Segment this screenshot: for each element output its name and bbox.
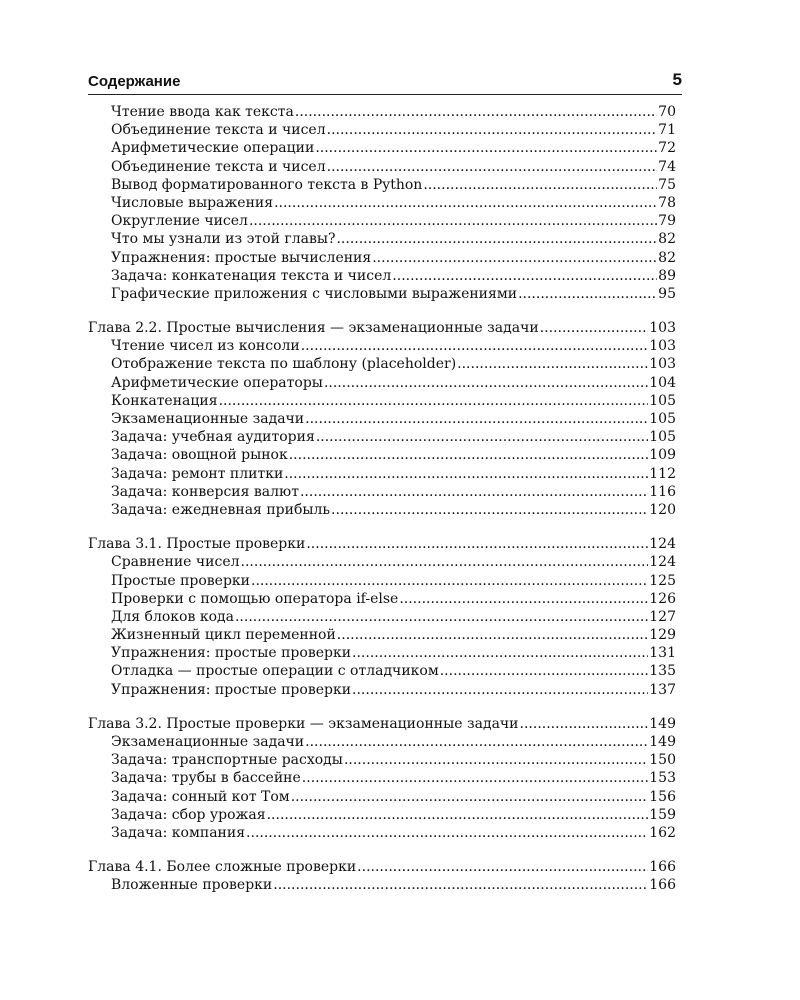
toc-entry[interactable] [88,103,676,121]
entry-title: Арифметические операции [111,140,315,157]
entry-page-number: 159 [649,806,676,823]
toc-entry[interactable] [88,483,676,501]
dot-leader [423,176,657,194]
entry-page-number: 166 [649,859,676,876]
entry-page-number: 74 [658,158,676,175]
dot-leader [305,410,648,428]
dot-leader [327,121,658,139]
toc-entry[interactable] [88,806,676,824]
entry-page-number: 104 [649,374,676,391]
header-page-number: 5 [672,70,682,89]
dot-leader [300,483,648,501]
dot-leader [315,139,657,157]
entry-title: Задача: овощной рынок [111,447,288,464]
entry-page-number: 116 [649,483,676,500]
toc-entry[interactable] [88,121,676,139]
entry-page-number: 125 [649,572,676,589]
dot-leader [336,230,657,248]
entry-title: Объединение текста и чисел [111,122,326,139]
entry-page-number: 149 [649,715,676,732]
entry-page-number: 126 [649,590,676,607]
dot-leader [337,626,648,644]
entry-title: Задача: ежедневная прибыль [111,501,331,518]
entry-page-number: 71 [658,122,676,139]
entry-page-number: 124 [649,554,676,571]
toc-section [88,103,676,303]
dot-leader [540,319,649,337]
toc-entry[interactable] [88,465,676,483]
toc-entry[interactable] [88,285,676,303]
entry-page-number: 103 [649,320,676,337]
entry-title: Экзаменационные задачи [111,411,305,427]
toc-entry[interactable] [88,410,676,428]
entry-title: Задача: ремонт плитки [111,465,284,482]
entry-page-number: 75 [658,176,676,193]
dot-leader [302,769,648,787]
entry-title: Задача: компания [111,824,246,841]
toc-entry[interactable] [88,876,676,894]
dot-leader [520,715,649,733]
dot-leader [327,158,658,176]
entry-page-number: 129 [649,627,676,644]
toc-entry[interactable] [88,751,676,769]
dot-leader [289,446,649,464]
dot-leader [241,553,649,571]
toc-entry[interactable] [88,733,676,751]
toc-entry[interactable] [88,644,676,662]
entry-page-number: 95 [658,285,676,302]
dot-leader [306,535,648,553]
entry-title: Глава 3.2. Простые проверки — экзаменационные задачи [88,715,519,732]
toc-entry[interactable] [88,392,676,410]
dot-leader [301,337,649,355]
dot-leader [324,374,648,392]
toc-entry[interactable] [88,553,676,571]
entry-title: Сравнение чисел [111,554,240,571]
entry-page-number: 153 [649,770,676,787]
entry-title: Упражнения: простые проверки [111,645,352,662]
entry-title: Задача: конкатенация текста и чисел [111,267,392,284]
dot-leader [291,788,649,806]
entry-page-number: 166 [649,877,676,894]
toc-entry[interactable] [88,590,676,608]
entry-title: Вложенные проверки [111,877,273,894]
toc-entry[interactable] [88,824,676,842]
entry-title: Что мы узнали из этой главы? [111,231,336,248]
entry-page-number: 105 [649,411,676,427]
toc-entry[interactable] [88,501,676,519]
entry-title: Чтение чисел из консоли [111,338,300,355]
dot-leader [357,858,648,876]
chapter-entry[interactable] [88,858,676,876]
dot-leader [392,267,657,285]
dot-leader [440,662,649,680]
dot-leader [284,465,648,483]
entry-title: Для блоков кода [111,608,234,625]
dot-leader [352,644,648,662]
dot-leader [399,590,648,608]
toc-section [88,715,676,842]
entry-title: Арифметические операторы [111,374,323,391]
entry-page-number: 127 [649,608,676,625]
entry-page-number: 82 [658,249,676,266]
entry-page-number: 120 [649,501,676,518]
entry-title: Числовые выражения [111,194,274,211]
toc-entry[interactable] [88,194,676,212]
entry-title: Отладка — простые операции с отладчиком [111,663,439,680]
toc-entry[interactable] [88,626,676,644]
entry-title: Проверки с помощью оператора if-else [111,590,399,607]
running-header [88,70,682,95]
header-title: Содержание [88,73,181,90]
dot-leader [305,733,648,751]
toc-entry[interactable] [88,374,676,392]
dot-leader [273,876,648,894]
toc-section [88,535,676,699]
table-of-contents [88,103,676,911]
entry-title: Графические приложения с числовыми выражениями [111,285,518,302]
entry-page-number: 162 [649,824,676,841]
chapter-entry[interactable] [88,715,676,733]
entry-title: Экзаменационные задачи [111,734,305,750]
toc-entry[interactable] [88,681,676,699]
dot-leader [267,806,649,824]
toc-entry[interactable] [88,662,676,680]
dot-leader [316,428,648,446]
toc-entry[interactable] [88,158,676,176]
entry-title: Упражнения: простые вычисления [111,249,372,266]
entry-page-number: 150 [649,752,676,769]
entry-page-number: 112 [649,465,676,482]
chapter-entry[interactable] [88,535,676,553]
dot-leader [246,824,648,842]
entry-page-number: 135 [649,663,676,680]
chapter-entry[interactable] [88,319,676,337]
entry-page-number: 105 [649,429,676,446]
dot-leader [235,608,648,626]
entry-title: Чтение ввода как текста [111,104,294,120]
dot-leader [249,212,657,230]
dot-leader [344,751,648,769]
dot-leader [372,249,657,267]
entry-title: Конкатенация [111,392,218,409]
entry-title: Глава 3.1. Простые проверки [88,536,306,553]
toc-entry[interactable] [88,267,676,285]
entry-page-number: 105 [649,392,676,409]
toc-entry[interactable] [88,249,676,267]
entry-page-number: 149 [649,734,676,750]
dot-leader [352,681,648,699]
entry-title: Задача: транспортные расходы [111,752,343,769]
dot-leader [219,392,649,410]
dot-leader [518,285,657,303]
entry-page-number: 78 [658,194,676,211]
entry-title: Простые проверки [111,572,250,589]
toc-entry[interactable] [88,788,676,806]
entry-page-number: 124 [649,536,676,553]
entry-page-number: 79 [658,213,676,230]
entry-title: Жизненный цикл переменной [111,627,336,644]
toc-entry[interactable] [88,337,676,355]
entry-title: Вывод форматированного текста в Python [111,176,423,193]
entry-page-number: 131 [649,645,676,662]
entry-page-number: 70 [658,104,676,120]
dot-leader [251,572,648,590]
entry-page-number: 109 [649,447,676,464]
toc-entry[interactable] [88,446,676,464]
toc-entry[interactable] [88,428,676,446]
entry-title: Задача: сбор урожая [111,806,266,823]
entry-title: Задача: учебная аудитория [111,429,315,446]
dot-leader [331,501,648,519]
entry-page-number: 103 [649,338,676,355]
dot-leader [457,355,648,373]
entry-page-number: 156 [649,788,676,805]
entry-title: Задача: конверсия валют [111,483,299,500]
entry-title: Задача: трубы в бассейне [111,770,301,787]
toc-entry[interactable] [88,608,676,626]
dot-leader [274,194,657,212]
entry-title: Округление чисел [111,213,248,230]
toc-section [88,319,676,519]
toc-entry[interactable] [88,572,676,590]
entry-title: Задача: сонный кот Том [111,788,290,805]
entry-title: Объединение текста и чисел [111,158,326,175]
entry-title: Глава 2.2. Простые вычисления — экзаменационные задачи [88,320,539,337]
toc-entry[interactable] [88,176,676,194]
toc-entry[interactable] [88,355,676,373]
entry-title: Отображение текста по шаблону (placeholder) [111,356,457,373]
toc-section [88,858,676,894]
toc-entry[interactable] [88,212,676,230]
entry-title: Глава 4.1. Более сложные проверки [88,859,357,876]
entry-title: Упражнения: простые проверки [111,681,352,698]
toc-entry[interactable] [88,139,676,157]
entry-page-number: 89 [658,267,676,284]
entry-page-number: 72 [658,140,676,157]
dot-leader [295,103,657,121]
entry-page-number: 137 [649,681,676,698]
toc-entry[interactable] [88,230,676,248]
entry-page-number: 103 [649,356,676,373]
toc-entry[interactable] [88,769,676,787]
entry-page-number: 82 [658,231,676,248]
